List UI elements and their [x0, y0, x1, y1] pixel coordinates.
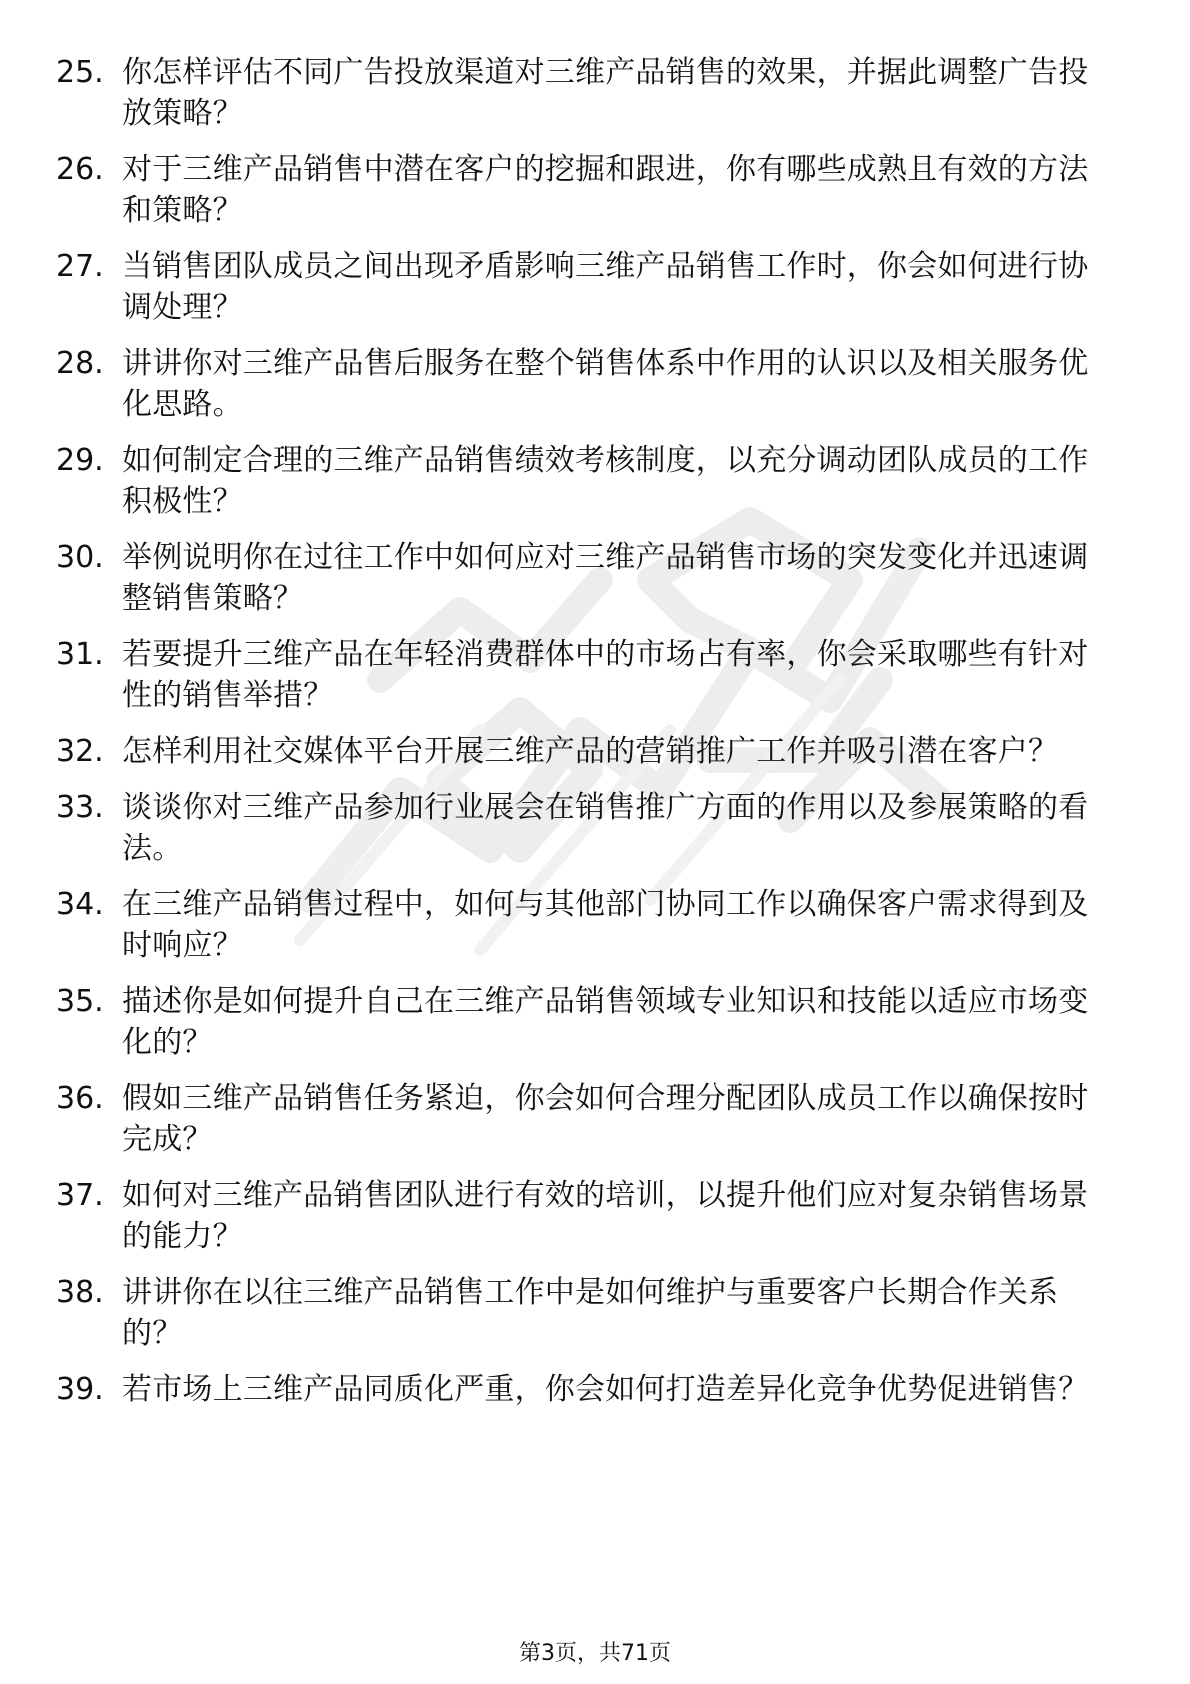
question-number-35: 35.	[56, 984, 104, 1019]
question-item-32	[56, 731, 1136, 772]
question-text-28: 讲讲你对三维产品售后服务在整个销售体系中作用的认识以及相关服务优化思路。	[122, 346, 1089, 422]
question-number-38: 38.	[56, 1275, 104, 1310]
question-text-25: 你怎样评估不同广告投放渠道对三维产品销售的效果，并据此调整广告投放策略？	[122, 55, 1089, 131]
question-item-31	[56, 634, 1136, 716]
question-number-30: 30.	[56, 540, 104, 575]
question-text-26: 对于三维产品销售中潜在客户的挖掘和跟进，你有哪些成熟且有效的方法和策略？	[122, 152, 1089, 228]
question-item-34	[56, 884, 1136, 966]
question-number-32: 32.	[56, 734, 104, 769]
question-text-36: 假如三维产品销售任务紧迫，你会如何合理分配团队成员工作以确保按时完成？	[122, 1081, 1089, 1157]
question-number-28: 28.	[56, 346, 104, 381]
question-number-33: 33.	[56, 790, 104, 825]
question-text-38: 讲讲你在以往三维产品销售工作中是如何维护与重要客户长期合作关系的？	[122, 1275, 1059, 1351]
question-item-37	[56, 1175, 1136, 1257]
question-text-34: 在三维产品销售过程中，如何与其他部门协同工作以确保客户需求得到及时响应？	[122, 887, 1089, 963]
question-item-36	[56, 1078, 1136, 1160]
question-item-27	[56, 246, 1136, 328]
interview-question-list	[56, 52, 1136, 1425]
question-item-30	[56, 537, 1136, 619]
question-text-31: 若要提升三维产品在年轻消费群体中的市场占有率，你会采取哪些有针对性的销售举措？	[122, 637, 1089, 713]
question-number-39: 39.	[56, 1372, 104, 1407]
question-item-29	[56, 440, 1136, 522]
question-text-29: 如何制定合理的三维产品销售绩效考核制度，以充分调动团队成员的工作积极性？	[122, 443, 1089, 519]
question-number-27: 27.	[56, 249, 104, 284]
question-item-39	[56, 1369, 1136, 1410]
question-text-39: 若市场上三维产品同质化严重，你会如何打造差异化竞争优势促进销售？	[122, 1372, 1089, 1407]
question-number-37: 37.	[56, 1178, 104, 1213]
question-item-28	[56, 343, 1136, 425]
question-item-35	[56, 981, 1136, 1063]
question-text-30: 举例说明你在过往工作中如何应对三维产品销售市场的突发变化并迅速调整销售策略？	[122, 540, 1089, 616]
question-text-37: 如何对三维产品销售团队进行有效的培训，以提升他们应对复杂销售场景的能力？	[122, 1178, 1089, 1254]
question-number-25: 25.	[56, 55, 104, 90]
question-item-33	[56, 787, 1136, 869]
question-number-34: 34.	[56, 887, 104, 922]
page-indicator: 第3页，共71页	[519, 1641, 671, 1666]
question-item-25	[56, 52, 1136, 134]
question-item-38	[56, 1272, 1136, 1354]
question-number-31: 31.	[56, 637, 104, 672]
question-number-29: 29.	[56, 443, 104, 478]
question-number-36: 36.	[56, 1081, 104, 1116]
question-text-33: 谈谈你对三维产品参加行业展会在销售推广方面的作用以及参展策略的看法。	[122, 790, 1089, 866]
question-number-26: 26.	[56, 152, 104, 187]
question-text-27: 当销售团队成员之间出现矛盾影响三维产品销售工作时，你会如何进行协调处理？	[122, 249, 1089, 325]
question-text-32: 怎样利用社交媒体平台开展三维产品的营销推广工作并吸引潜在客户？	[122, 734, 1059, 769]
question-item-26	[56, 149, 1136, 231]
question-text-35: 描述你是如何提升自己在三维产品销售领域专业知识和技能以适应市场变化的？	[122, 984, 1089, 1060]
